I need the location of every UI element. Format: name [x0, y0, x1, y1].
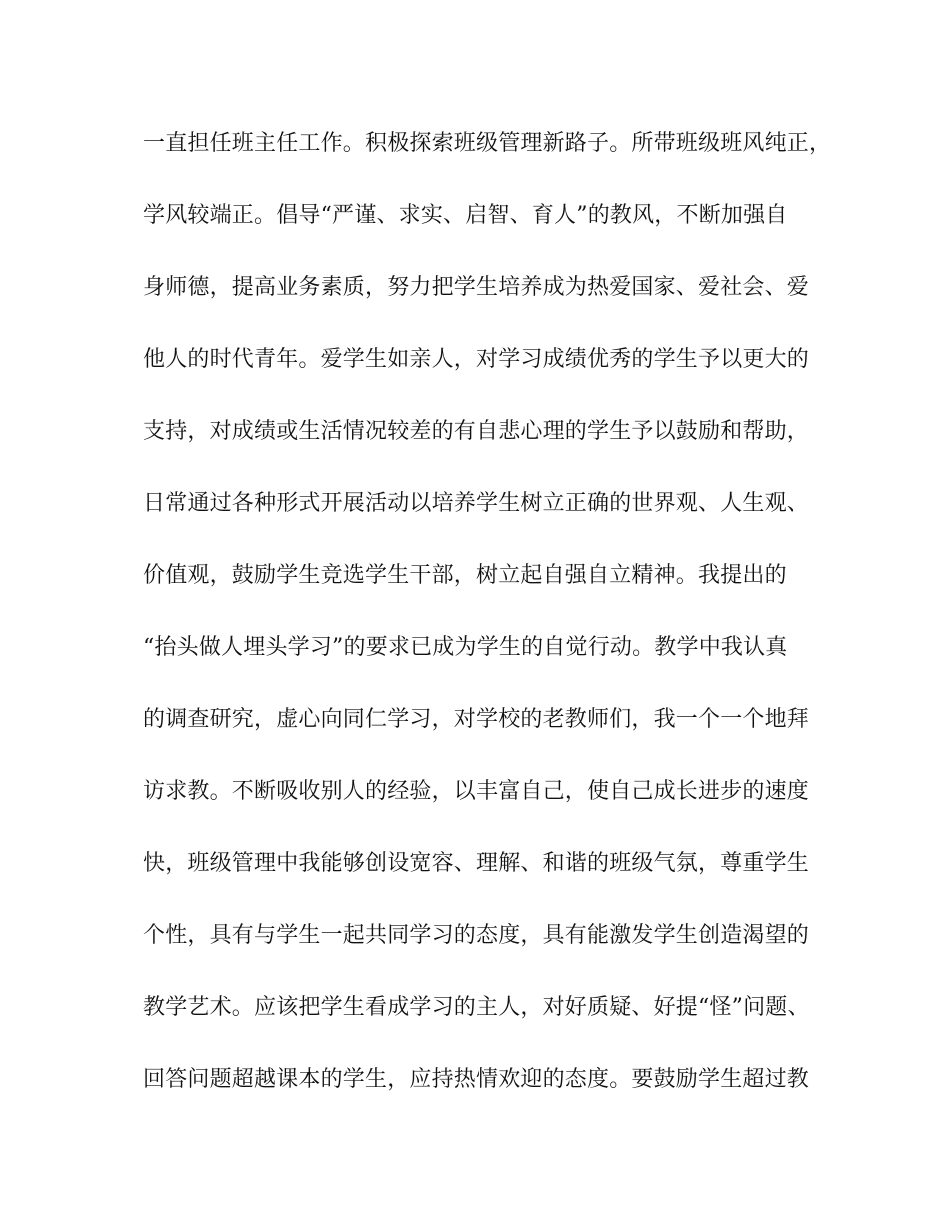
paragraph-line: 支持，对成绩或生活情况较差的有自悲心理的学生予以鼓励和帮助，: [143, 419, 810, 444]
paragraph-line: 个性，具有与学生一起共同学习的态度，具有能激发学生创造渴望的: [143, 923, 810, 948]
paragraph-line: 身师德，提高业务素质，努力把学生培养成为热爱国家、爱社会、爱: [143, 275, 810, 300]
paragraph-line: 价值观，鼓励学生竞选学生干部，树立起自强自立精神。我提出的: [143, 563, 787, 588]
paragraph-line: 回答问题超越课本的学生，应持热情欢迎的态度。要鼓励学生超过教: [143, 1067, 810, 1092]
paragraph-line: 一直担任班主任工作。积极探索班级管理新路子。所带班级班风纯正，: [143, 131, 832, 156]
paragraph-line: 学风较端正。倡导“严谨、求实、启智、育人”的教风，不断加强自: [143, 203, 788, 228]
paragraph-line: 日常通过各种形式开展活动以培养学生树立正确的世界观、人生观、: [143, 491, 810, 516]
paragraph-line: 快，班级管理中我能够创设宽容、理解、和谐的班级气氛，尊重学生: [143, 851, 810, 876]
paragraph-line: “抬头做人埋头学习”的要求已成为学生的自觉行动。教学中我认真: [143, 635, 788, 660]
paragraph-line: 的调查研究，虚心向同仁学习，对学校的老教师们，我一个一个地拜: [143, 707, 810, 732]
paragraph-line: 教学艺术。应该把学生看成学习的主人，对好质疑、好提“怪”问题、: [143, 995, 810, 1020]
paragraph-line: 他人的时代青年。爱学生如亲人，对学习成绩优秀的学生予以更大的: [143, 347, 810, 372]
paragraph-line: 访求教。不断吸收别人的经验，以丰富自己，使自己成长进步的速度: [143, 779, 810, 804]
